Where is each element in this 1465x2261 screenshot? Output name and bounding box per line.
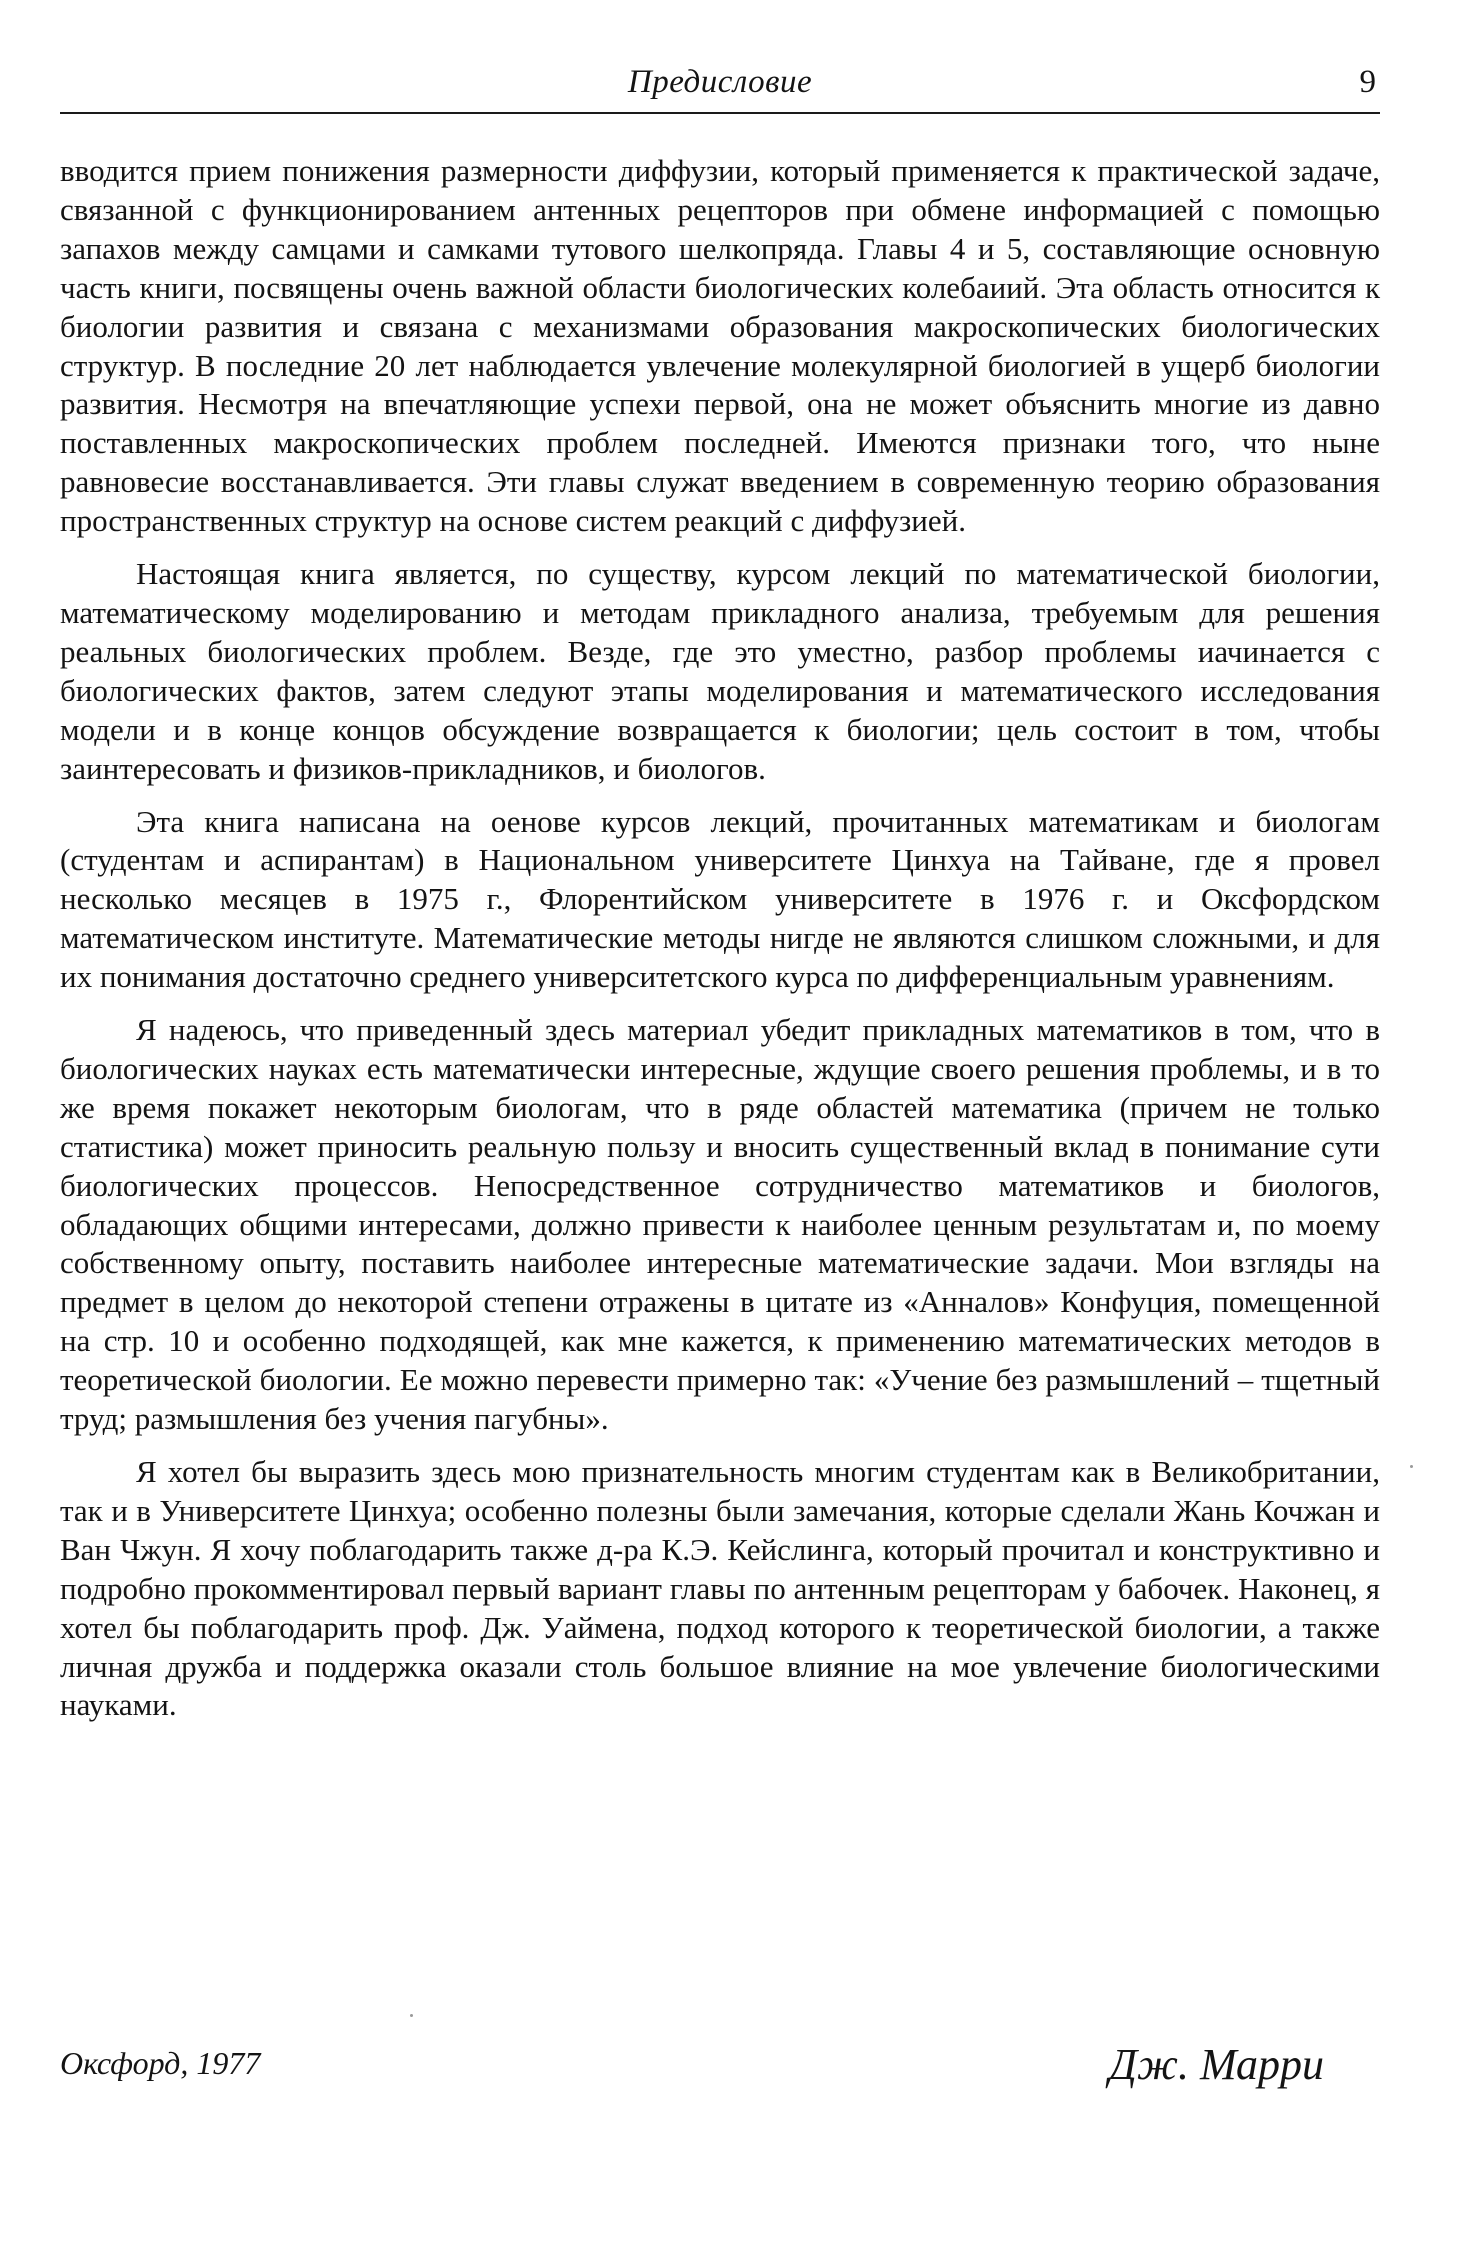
paragraph-course-description: Настоящая книга является, по существу, курсом лекций по математической биологии, математическому моделированию и методам прикладного анализа, требуемым для решения реальных биологических проблем. Везде, где это уместно, разбор проблемы иачинается с биологических фактов, затем следуют этапы моделирования и математического исследования модели и в конце концов обсуждение возвращается к биологии; цель состоит в том, чтобы заинтересовать и физиков-прикладников, и биологов. bbox=[60, 556, 1380, 786]
place-date: Оксфорд, 1977 bbox=[60, 2045, 261, 2081]
signoff bbox=[60, 2040, 1380, 2105]
page-number: 9 bbox=[1359, 64, 1376, 100]
paragraph-acknowledgements: Я хотел бы выразить здесь мою признательность многим студентам как в Великобритании, так и в Университете Цинхуа; особенно полезны были замечания, которые сделали Жань Кочжан и Ван Чжун. Я хочу поблагодарить также д-ра К.Э. Кейслинга, который прочитал и конструктивно и подробно прокомментировал первый вариант главы по антенным рецепторам у бабочек. Наконец, я хотел бы поблагодарить проф. Дж. Уаймена, подход которого к теоретической биологии, а также личная дружба и поддержка оказали столь большое влияние на мое увлечение биологическими науками. bbox=[60, 1454, 1380, 1723]
book-page bbox=[60, 0, 1380, 2261]
author-signature: Дж. Марри bbox=[1109, 2040, 1324, 2089]
paragraph-lecture-origins: Эта книга написана на оенове курсов лекций, прочитанных математикам и биологам (студентам и аспирантам) в Национальном университете Цинхуа на Тайване, где я провел несколько месяцев в 1975 г., Флорентийском университете в 1976 г. и Оксфордском математическом институте. Математические методы нигде не являются слишком сложными, и для их понимания достаточно среднего университетского курса по дифференциальным уравнениям. bbox=[60, 803, 1380, 995]
paragraph-author-hopes: Я надеюсь, что приведенный здесь материал убедит прикладных математиков в том, что в биологических науках есть математически интересные, ждущие своего решения проблемы, и в то же время покажет некоторым биологам, что в ряде областей математика (причем не только статистика) может приносить реальную пользу и вносить существенный вклад в понимание сути биологических процессов. Непосредственное сотрудничество математиков и биологов, обладающих общими интересами, должно привести к наиболее ценным результатам и, по моему собственному опыту, поставить наиболее интересные математические задачи. Мои взгляды на предмет в целом до некоторой степени отражены в цитате из «Анналов» Конфуция, помещенной на стр. 10 и особенно подходящей, как мне кажется, к применению математических методов в теоретической биологии. Ее можно перевести примерно так: «Учение без размышлений – тщетный труд; размышления без учения пагубны». bbox=[60, 1012, 1380, 1437]
running-title: Предисловие bbox=[627, 64, 813, 100]
preface-body bbox=[60, 152, 1380, 1739]
print-speck bbox=[1410, 1465, 1413, 1468]
print-speck bbox=[410, 2014, 413, 2017]
paragraph-continuation: вводится прием понижения размерности диффузии, который применяется к практической задаче, связанной с функционированием антенных рецепторов при обмене информацией с помощью запахов между самцами и самками тутового шелкопряда. Главы 4 и 5, составляющие основную часть книги, посвящены очень важной области биологических колебаиий. Эта область относится к биологии развития и связана с механизмами образования макроскопических биологических структур. В последние 20 лет наблюдается увлечение молекулярной биологией в ущерб биологии развития. Несмотря на впечатляющие успехи первой, она не может объяснить многие из давно поставленных макроскопических проблем последней. Имеются признаки того, что ныне равновесие восстанавливается. Эти главы служат введением в современную теорию образования пространственных структур на основе систем реакций с диффузией. bbox=[60, 153, 1380, 539]
running-head bbox=[60, 62, 1380, 114]
